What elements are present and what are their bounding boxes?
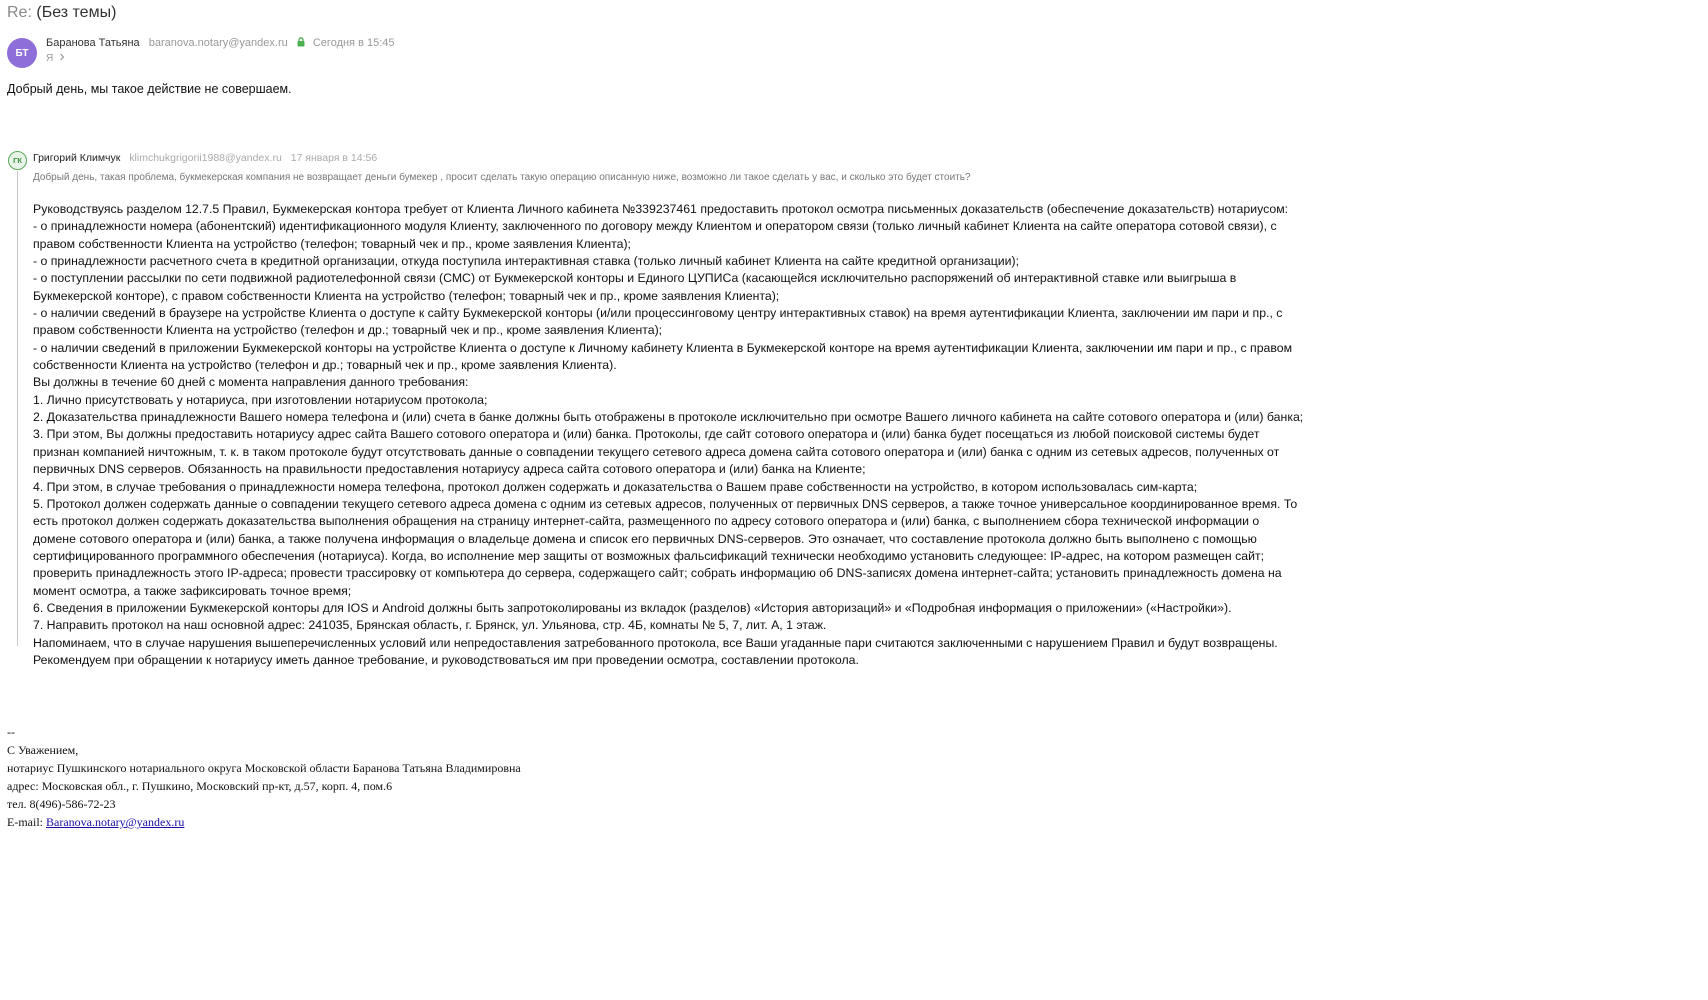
signature-email-link[interactable]: Baranova.notary@yandex.ru [46, 815, 185, 829]
signature-greeting: С Уважением, [7, 743, 79, 757]
quoted-line: Напоминаем, что в случае нарушения вышеперечисленных условий или непредоставления затребованного протокола, все Ваши угаданные пари считаются заключенными с нарушением Правил и будут возвращены. [33, 635, 1278, 650]
signature-address: адрес: Московская обл., г. Пушкино, Московский пр-кт, д.57, корп. 4, пом.6 [7, 779, 393, 793]
quoted-line: - о наличии сведений в браузере на устройстве Клиента о доступе к сайту Букмекерской конторы (и/или процессинговому центру интерактивных ставок) на время аутентификации Клиента, заключении им пари и пр., с [33, 306, 1283, 321]
quoted-sender-avatar[interactable] [8, 151, 27, 170]
signature-title: нотариус Пушкинского нотариального округа Московской области Баранова Татьяна Владимировна [7, 761, 521, 775]
quoted-date: 17 января в 14:56 [290, 152, 378, 164]
sender-name[interactable]: Баранова Татьяна [46, 37, 140, 49]
sender-line [46, 37, 395, 50]
quoted-line: 2. Доказательства принадлежности Вашего номера телефона и (или) счета в банке должны быть отображены в протоколе исключительно при осмотре Вашего личного кабинета на сайте сотового оператора и (или) банка; [33, 410, 1304, 425]
quoted-line: правом собственности Клиента на устройство (телефон; товарный чек и пр., кроме заявления Клиента); [33, 236, 631, 251]
quoted-line: момент осмотра, а также зафиксировать точное время; [33, 583, 352, 598]
sender-email[interactable]: baranova.notary@yandex.ru [148, 37, 288, 49]
message-body: Добрый день, мы такое действие не совершаем. [7, 82, 292, 96]
quoted-line: - о принадлежности расчетного счета в кредитной организации, откуда поступила интерактивная ставка (только личный кабинет Клиента на сайте кредитной организации); [33, 254, 1019, 269]
subject-prefix: Re: [7, 4, 32, 21]
signature-phone: тел. 8(496)-586-72-23 [7, 797, 116, 811]
quoted-line: 3. При этом, Вы должны предоставить нотариусу адрес сайта Вашего сотового оператора и (или) банка. Протоколы, где сайт сотового оператора и (или) банка будет посещаться из любой поисковой системы будет [33, 427, 1260, 442]
quoted-line: собственности Клиента на устройство (телефон и др.; товарный чек и пр., кроме заявления Клиента). [33, 358, 617, 373]
quoted-sender-email[interactable]: klimchukgrigorii1988@yandex.ru [129, 152, 282, 164]
sender-avatar[interactable] [7, 38, 37, 68]
quoted-line: - о поступлении рассылки по сети подвижной радиотелефонной связи (СМС) от Букмекерской конторы и Единого ЦУПИСа (касающейся исключительно распоряжений об интерактивной ставке или выигрыша в [33, 271, 1237, 286]
signature-separator: -- [7, 725, 15, 739]
quoted-line: проверить принадлежность этого IP-адреса; провести трассировку от компьютера до сервера, содержащего сайт; собрать информацию об DNS-записях домена интернет-сайта; установить принадлежность домена на [33, 566, 1282, 581]
subject-title: (Без темы) [36, 4, 117, 21]
quoted-intro: Добрый день, такая проблема, букмекерская компания не возвращает деньги бумекер , просит сделать такую операцию описанную ниже, возможно ли такое сделать у вас, и сколько это будет стоить? [33, 172, 971, 183]
quoted-avatar-initials: ГК [13, 156, 22, 165]
quoted-line: правом собственности Клиента на устройство (телефон и др.; товарный чек и пр., кроме заявления Клиента); [33, 323, 663, 338]
quoted-line: домене сотового оператора и (или) банка, а также получена информация о владельце домена и список его первичных DNS-серверов. Это означает, что составление протокола должно быть выполнено с помощью [33, 531, 1257, 546]
recipient-name: Я [46, 53, 54, 64]
lock-icon [297, 37, 305, 50]
quoted-line: признан компанией ничтожным, т. к. в таком протоколе будут отсутствовать данные о совпадении текущего сетевого адреса домена сайта сотового оператора и (или) банка с одним из сетевых адресов, полученных от [33, 444, 1280, 459]
quoted-sender-line [33, 152, 377, 164]
quoted-line: 4. При этом, в случае требования о принадлежности номера телефона, протокол должен содержать и доказательства о Вашем праве собственности на устройство, в котором использовалась сим-карта; [33, 479, 1198, 494]
quoted-line: сертифицированного программного обеспечения (нотариуса). Когда, во исполнение мер защиты от возможных фальсификаций технически необходимо установить следующее: IP-адрес, на котором размещен сайт; [33, 548, 1265, 563]
quoted-line: 1. Лично присутствовать у нотариуса, при изготовлении нотариусом протокола; [33, 392, 488, 407]
quoted-line: Руководствуясь разделом 12.7.5 Правил, Букмекерская контора требует от Клиента Личного кабинета №339237461 предоставить протокол осмотра письменных доказательств (обеспечение доказательств) нотариусом: [33, 202, 1289, 216]
chevron-right-icon[interactable] [59, 53, 65, 64]
quoted-body [33, 201, 1428, 669]
quoted-line: - о принадлежности номера (абонентский) идентификационного модуля Клиенту, заключенного по договору между Клиентом и оператором связи (только личный кабинет Клиента на сайте оператора сотовой связи), с [33, 219, 1277, 234]
quoted-line: - о наличии сведений в приложении Букмекерской конторы на устройстве Клиента о доступе к Личному кабинету Клиента в Букмекерской конторе на время аутентификации Клиента, заключении им пари и пр., с правом [33, 340, 1293, 355]
quoted-line: Вы должны в течение 60 дней с момента направления данного требования: [33, 375, 469, 390]
quoted-line: 7. Направить протокол на наш основной адрес: 241035, Брянская область, г. Брянск, ул. Ульянова, стр. 4Б, комнаты № 5, 7, лит. А, 1 этаж. [33, 618, 827, 633]
signature [7, 723, 521, 831]
quote-bar [17, 171, 18, 646]
signature-email-label: E-mail: [7, 815, 43, 829]
sender-avatar-initials: БТ [15, 47, 29, 59]
quoted-line: первичных DNS серверов. Обязанность на правильности предоставления нотариусу адреса сайта сотового оператора и (или) банка на Клиенте; [33, 462, 866, 477]
quoted-line: 5. Протокол должен содержать данные о совпадении текущего сетевого адреса домена с одним из сетевых адресов, полученных от первичных DNS серверов, а также точное универсальное координированное время. То [33, 496, 1298, 511]
quoted-line: 6. Сведения в приложении Букмекерской конторы для IOS и Android должны быть запротоколированы из вкладок (разделов) «История авторизаций» и «Подробная информация о приложении» («Настройки»). [33, 600, 1232, 615]
message-date: Сегодня в 15:45 [312, 37, 395, 49]
quoted-line: Рекомендуем при обращении к нотариусу иметь данное требование, и руководствоваться им при проведении осмотра, составлении протокола. [33, 652, 859, 667]
quoted-line: Букмекерской конторе), с правом собственности Клиента на устройство (телефон; товарный чек и пр., кроме заявления Клиента); [33, 288, 780, 303]
email-subject [7, 4, 116, 22]
quoted-line: есть протокол должен содержать доказательства выполнения обращения на страницу интернет-сайта, размещенного по адресу сотового оператора и (или) банка, с выполнением сбора технической информации о [33, 514, 1260, 529]
signature-email-row [7, 813, 521, 831]
quoted-sender-name[interactable]: Григорий Климчук [33, 152, 121, 164]
recipient-line[interactable] [46, 53, 65, 64]
